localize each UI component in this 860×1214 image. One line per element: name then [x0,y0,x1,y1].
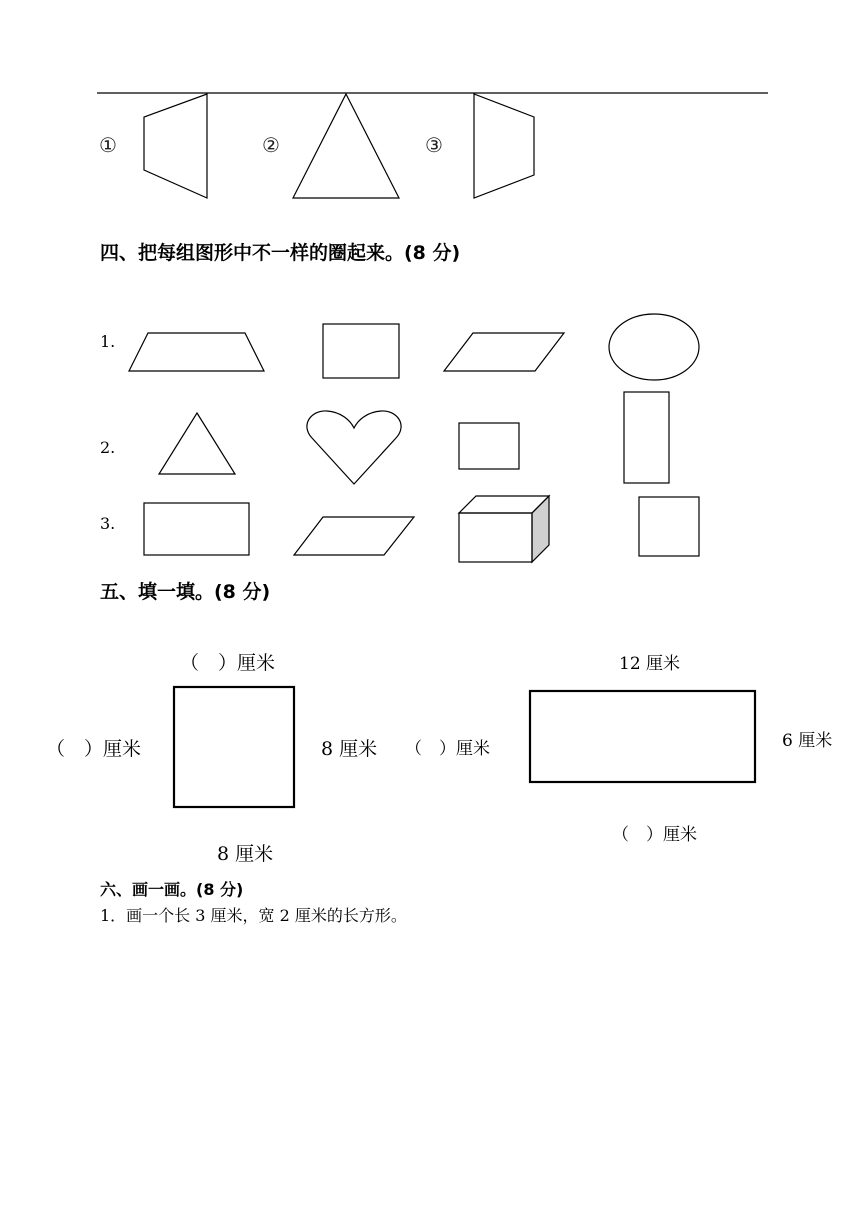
rect-bottom-label: （ ）厘米 [612,825,697,845]
marker-1: ① [99,133,117,157]
section-4-title: 四、把每组图形中不一样的圈起来。(8 分) [100,242,461,264]
section-6-title: 六、画一画。(8 分) [100,880,244,899]
square-top-label: （ ）厘米 [180,652,276,674]
square-right-label: 8 厘米 [321,738,378,760]
marker-3: ③ [425,133,443,157]
row-1-number: 1. [100,332,116,351]
rect-left-label: （ ）厘米 [405,739,490,759]
marker-2: ② [262,133,280,157]
section-5-title: 五、填一填。(8 分) [100,581,271,603]
square-bottom-label: 8 厘米 [217,843,274,865]
row-3-number: 3. [100,514,116,533]
rect-right-label: 6 厘米 [782,731,833,751]
row-2-number: 2. [100,438,116,457]
square-left-label: （ ）厘米 [46,738,142,760]
rect-top-label: 12 厘米 [619,654,681,674]
section-6-question: 1．画一个长 3 厘米，宽 2 厘米的长方形。 [100,906,407,925]
